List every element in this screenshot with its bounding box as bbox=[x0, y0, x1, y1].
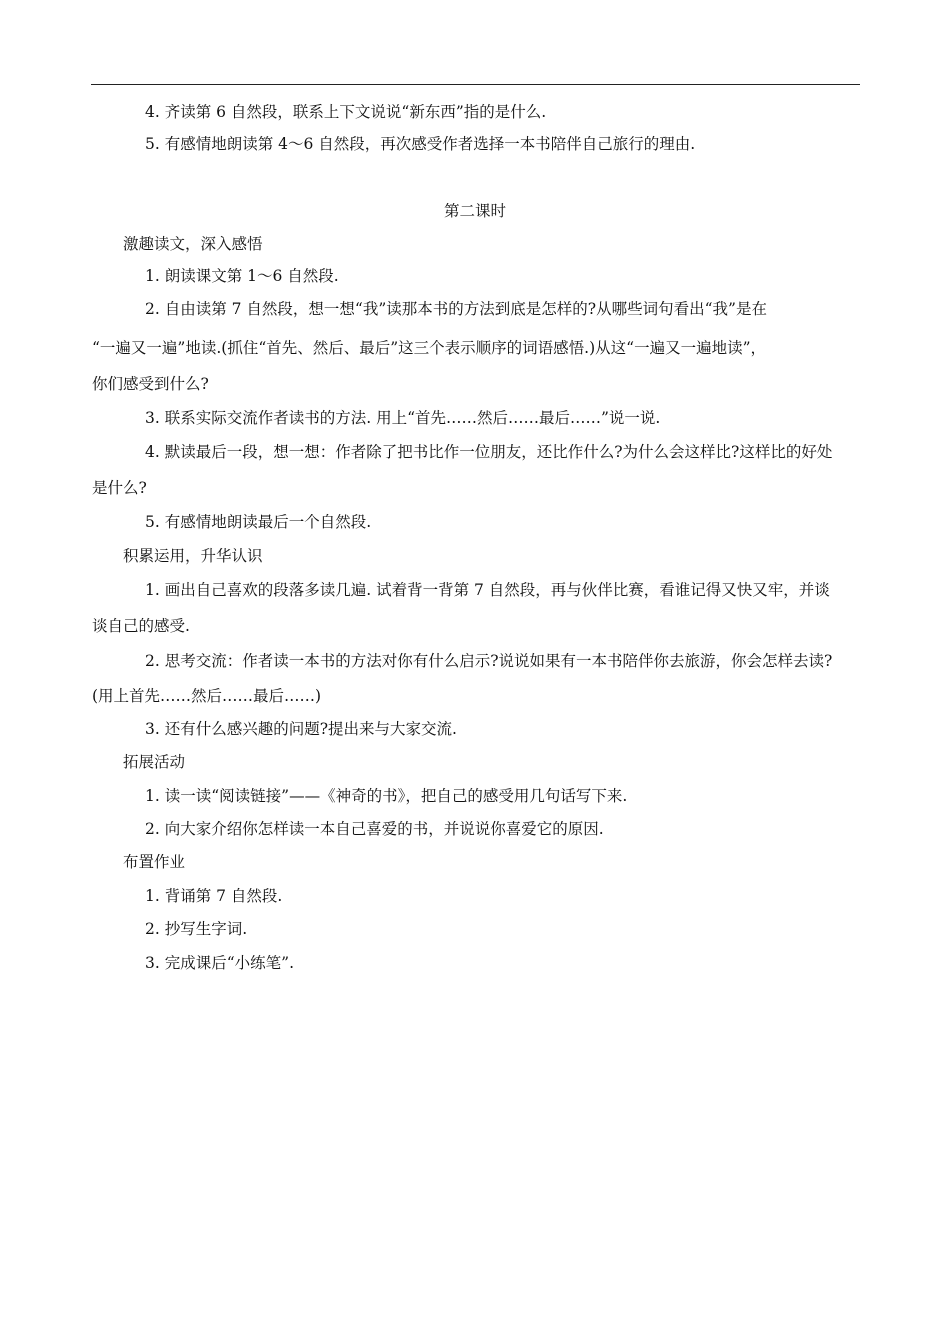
top-item-5: 5. 有感情地朗读第 4～6 自然段，再次感受作者选择一本书陪伴自己旅行的理由. bbox=[145, 135, 696, 153]
section-heading-2: 积累运用，升华认识 bbox=[123, 547, 263, 565]
part2-item-2-cont: (用上首先……然后……最后……) bbox=[92, 687, 322, 705]
part1-item-5: 5. 有感情地朗读最后一个自然段. bbox=[145, 513, 372, 531]
part3-item-1: 1. 读一读“阅读链接”——《神奇的书》，把自己的感受用几句话写下来. bbox=[145, 787, 628, 805]
part2-item-1-cont: 谈自己的感受. bbox=[92, 617, 190, 635]
part3-item-2: 2. 向大家介绍你怎样读一本自己喜爱的书，并说说你喜爱它的原因. bbox=[145, 820, 604, 838]
part4-item-3: 3. 完成课后“小练笔”. bbox=[145, 954, 294, 972]
header-rule bbox=[91, 84, 860, 85]
section-heading-1: 激趣读文，深入感悟 bbox=[123, 235, 263, 253]
part1-item-4: 4. 默读最后一段，想一想：作者除了把书比作一位朋友，还比作什么?为什么会这样比?这样比的好处 bbox=[145, 443, 833, 461]
part1-item-1: 1. 朗读课文第 1～6 自然段. bbox=[145, 267, 339, 285]
part1-item-2-cont: “一遍又一遍”地读.(抓住“首先、然后、最后”这三个表示顺序的词语感悟.)从这“一遍又一遍地读”， bbox=[92, 339, 766, 357]
part4-item-1: 1. 背诵第 7 自然段. bbox=[145, 887, 283, 905]
section-heading-4: 布置作业 bbox=[123, 853, 186, 871]
part2-item-2: 2. 思考交流：作者读一本书的方法对你有什么启示?说说如果有一本书陪伴你去旅游，你会怎样去读? bbox=[145, 652, 833, 670]
part1-item-2-cont2: 你们感受到什么? bbox=[92, 375, 209, 393]
lesson-title: 第二课时 bbox=[443, 202, 506, 220]
part4-item-2: 2. 抄写生字词. bbox=[145, 920, 248, 938]
part1-item-2: 2. 自由读第 7 自然段，想一想“我”读那本书的方法到底是怎样的?从哪些词句看出“我”是在 bbox=[145, 300, 767, 318]
part2-item-3: 3. 还有什么感兴趣的问题?提出来与大家交流. bbox=[145, 720, 457, 738]
section-heading-3: 拓展活动 bbox=[123, 753, 186, 771]
part1-item-4-cont: 是什么? bbox=[92, 479, 147, 497]
part1-item-3: 3. 联系实际交流作者读书的方法. 用上“首先……然后……最后……”说一说. bbox=[145, 409, 661, 427]
top-item-4: 4. 齐读第 6 自然段，联系上下文说说“新东西”指的是什么. bbox=[145, 103, 547, 121]
part2-item-1: 1. 画出自己喜欢的段落多读几遍. 试着背一背第 7 自然段，再与伙伴比赛，看谁记得又快又牢，并谈 bbox=[145, 581, 830, 599]
